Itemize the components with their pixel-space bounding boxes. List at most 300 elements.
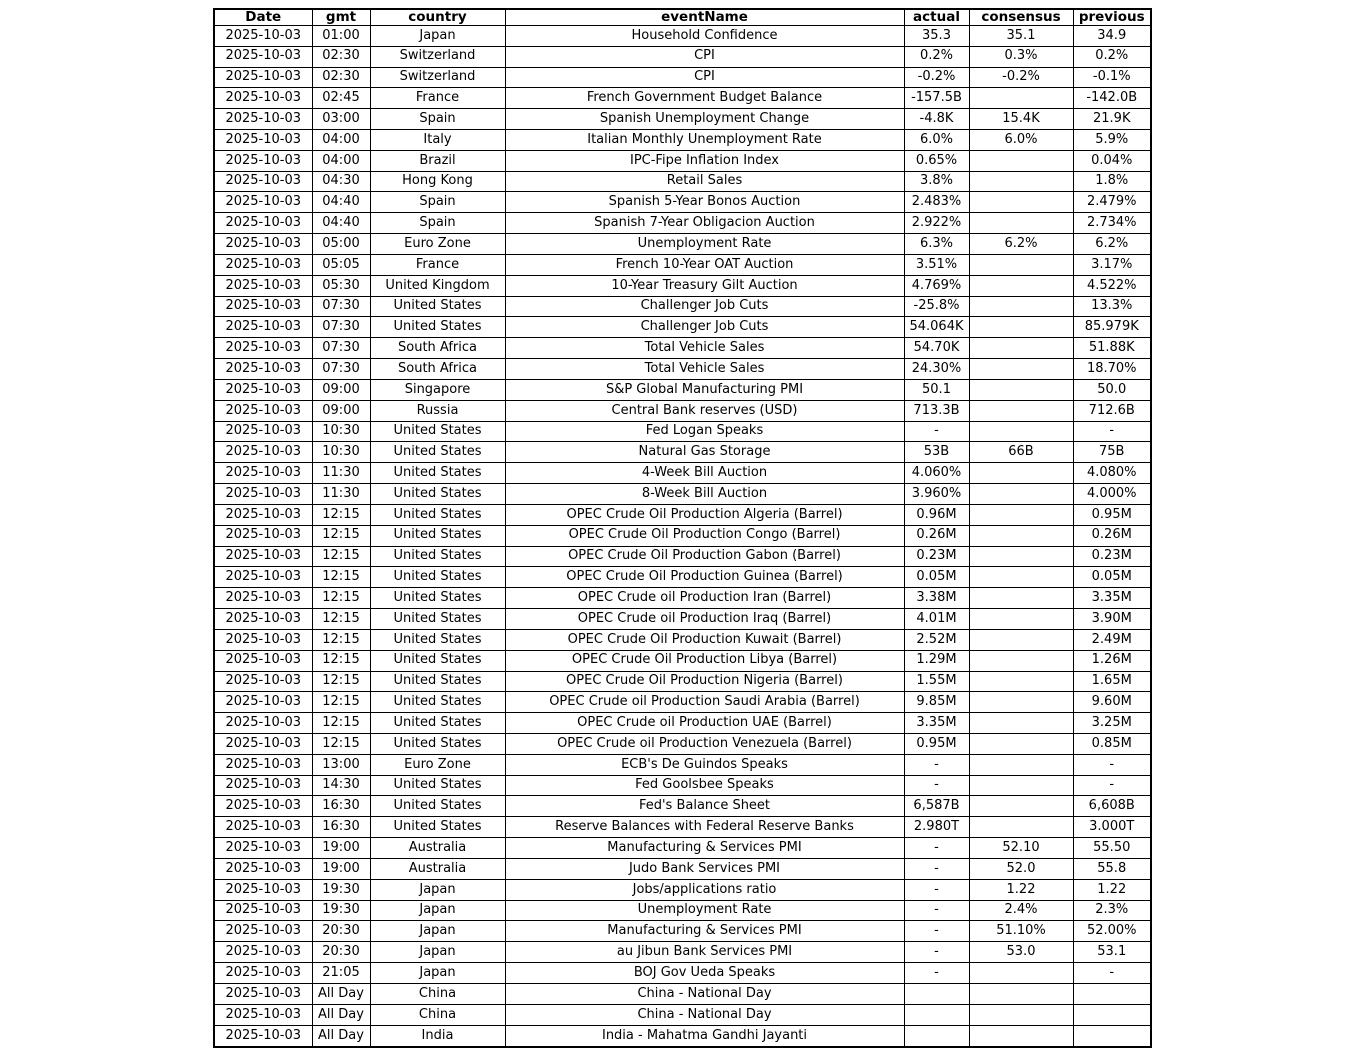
cell-actual: 53B [904, 442, 969, 463]
table-header-row [214, 9, 1151, 25]
cell-country: United States [370, 650, 505, 671]
cell-date: 2025-10-03 [214, 359, 312, 380]
cell-country: Switzerland [370, 46, 505, 67]
cell-gmt: 10:30 [312, 421, 370, 442]
cell-consensus: 52.0 [969, 858, 1073, 879]
cell-previous: 21.9K [1073, 109, 1151, 130]
cell-previous: 85.979K [1073, 317, 1151, 338]
cell-previous: 4.522% [1073, 275, 1151, 296]
cell-gmt: 16:30 [312, 796, 370, 817]
cell-previous: 6,608B [1073, 796, 1151, 817]
cell-date: 2025-10-03 [214, 296, 312, 317]
cell-consensus [969, 983, 1073, 1004]
cell-gmt: 04:30 [312, 171, 370, 192]
cell-previous: 0.23M [1073, 546, 1151, 567]
cell-date: 2025-10-03 [214, 171, 312, 192]
table-row [214, 1025, 1151, 1047]
cell-country: Spain [370, 213, 505, 234]
cell-consensus [969, 713, 1073, 734]
cell-date: 2025-10-03 [214, 692, 312, 713]
cell-country: Brazil [370, 150, 505, 171]
cell-previous: 2.3% [1073, 900, 1151, 921]
cell-previous: 0.05M [1073, 567, 1151, 588]
table-row [214, 25, 1151, 46]
cell-actual: - [904, 921, 969, 942]
cell-consensus [969, 171, 1073, 192]
cell-consensus [969, 754, 1073, 775]
cell-eventname: S&P Global Manufacturing PMI [505, 379, 904, 400]
cell-actual: 9.85M [904, 692, 969, 713]
table-row [214, 234, 1151, 255]
cell-country: United States [370, 609, 505, 630]
cell-eventname: OPEC Crude oil Production UAE (Barrel) [505, 713, 904, 734]
table-row [214, 858, 1151, 879]
cell-date: 2025-10-03 [214, 1025, 312, 1047]
table-row [214, 650, 1151, 671]
cell-previous: 712.6B [1073, 400, 1151, 421]
cell-gmt: 09:00 [312, 400, 370, 421]
cell-country: Euro Zone [370, 234, 505, 255]
table-row [214, 254, 1151, 275]
cell-consensus [969, 150, 1073, 171]
cell-country: Australia [370, 858, 505, 879]
cell-gmt: 20:30 [312, 921, 370, 942]
cell-country: United Kingdom [370, 275, 505, 296]
cell-country: United States [370, 525, 505, 546]
cell-gmt: 11:30 [312, 463, 370, 484]
cell-actual: 4.769% [904, 275, 969, 296]
cell-country: South Africa [370, 359, 505, 380]
cell-gmt: 12:15 [312, 671, 370, 692]
cell-actual: 6,587B [904, 796, 969, 817]
table-row [214, 713, 1151, 734]
cell-consensus [969, 817, 1073, 838]
cell-previous: -0.1% [1073, 67, 1151, 88]
table-row [214, 463, 1151, 484]
cell-actual: 0.05M [904, 567, 969, 588]
cell-eventname: BOJ Gov Ueda Speaks [505, 963, 904, 984]
column-header-consensus: consensus [969, 9, 1073, 25]
cell-actual: - [904, 775, 969, 796]
cell-consensus: 1.22 [969, 879, 1073, 900]
cell-country: United States [370, 504, 505, 525]
table-row [214, 588, 1151, 609]
cell-actual: - [904, 858, 969, 879]
table-row [214, 150, 1151, 171]
cell-actual [904, 983, 969, 1004]
cell-consensus [969, 650, 1073, 671]
cell-country: United States [370, 629, 505, 650]
cell-consensus: 35.1 [969, 25, 1073, 46]
cell-actual: 0.26M [904, 525, 969, 546]
cell-previous: 5.9% [1073, 129, 1151, 150]
cell-gmt: 12:15 [312, 609, 370, 630]
cell-actual: - [904, 879, 969, 900]
cell-gmt: 07:30 [312, 359, 370, 380]
cell-eventname: Challenger Job Cuts [505, 317, 904, 338]
cell-consensus [969, 629, 1073, 650]
table-row [214, 213, 1151, 234]
cell-previous: 2.479% [1073, 192, 1151, 213]
cell-date: 2025-10-03 [214, 775, 312, 796]
cell-consensus [969, 296, 1073, 317]
cell-actual: 3.8% [904, 171, 969, 192]
cell-country: Japan [370, 963, 505, 984]
cell-date: 2025-10-03 [214, 754, 312, 775]
cell-actual: - [904, 421, 969, 442]
cell-consensus [969, 88, 1073, 109]
cell-date: 2025-10-03 [214, 609, 312, 630]
cell-consensus [969, 400, 1073, 421]
cell-country: United States [370, 588, 505, 609]
cell-previous: 1.22 [1073, 879, 1151, 900]
cell-consensus [969, 338, 1073, 359]
cell-date: 2025-10-03 [214, 317, 312, 338]
cell-gmt: 19:30 [312, 879, 370, 900]
cell-eventname: OPEC Crude Oil Production Libya (Barrel) [505, 650, 904, 671]
cell-eventname: IPC-Fipe Inflation Index [505, 150, 904, 171]
cell-actual: 50.1 [904, 379, 969, 400]
table-row [214, 796, 1151, 817]
cell-eventname: OPEC Crude Oil Production Nigeria (Barrel) [505, 671, 904, 692]
cell-gmt: 07:30 [312, 338, 370, 359]
cell-date: 2025-10-03 [214, 150, 312, 171]
cell-eventname: ECB's De Guindos Speaks [505, 754, 904, 775]
cell-date: 2025-10-03 [214, 1004, 312, 1025]
cell-consensus [969, 463, 1073, 484]
cell-actual: 24.30% [904, 359, 969, 380]
table-row [214, 359, 1151, 380]
cell-country: United States [370, 463, 505, 484]
cell-country: South Africa [370, 338, 505, 359]
cell-gmt: 14:30 [312, 775, 370, 796]
cell-consensus [969, 796, 1073, 817]
cell-date: 2025-10-03 [214, 650, 312, 671]
cell-country: United States [370, 546, 505, 567]
cell-consensus [969, 484, 1073, 505]
cell-country: United States [370, 296, 505, 317]
column-header-date: Date [214, 9, 312, 25]
cell-actual: 3.38M [904, 588, 969, 609]
table-row [214, 879, 1151, 900]
cell-country: India [370, 1025, 505, 1047]
cell-gmt: All Day [312, 1025, 370, 1047]
cell-eventname: Manufacturing & Services PMI [505, 921, 904, 942]
cell-eventname: India - Mahatma Gandhi Jayanti [505, 1025, 904, 1047]
cell-date: 2025-10-03 [214, 879, 312, 900]
cell-eventname: Household Confidence [505, 25, 904, 46]
cell-consensus [969, 1004, 1073, 1025]
cell-country: United States [370, 442, 505, 463]
cell-country: France [370, 254, 505, 275]
cell-consensus [969, 254, 1073, 275]
cell-actual: 3.960% [904, 484, 969, 505]
cell-consensus [969, 317, 1073, 338]
cell-actual: -157.5B [904, 88, 969, 109]
cell-previous: 18.70% [1073, 359, 1151, 380]
cell-date: 2025-10-03 [214, 963, 312, 984]
cell-eventname: Spanish 7-Year Obligacion Auction [505, 213, 904, 234]
cell-eventname: Jobs/applications ratio [505, 879, 904, 900]
table-row [214, 192, 1151, 213]
cell-country: Spain [370, 192, 505, 213]
cell-date: 2025-10-03 [214, 234, 312, 255]
cell-consensus: 52.10 [969, 838, 1073, 859]
cell-previous: 0.95M [1073, 504, 1151, 525]
cell-date: 2025-10-03 [214, 46, 312, 67]
table-row [214, 338, 1151, 359]
cell-previous: 3.35M [1073, 588, 1151, 609]
table-row [214, 442, 1151, 463]
table-row [214, 546, 1151, 567]
cell-gmt: 05:30 [312, 275, 370, 296]
cell-gmt: 13:00 [312, 754, 370, 775]
cell-date: 2025-10-03 [214, 275, 312, 296]
cell-eventname: French 10-Year OAT Auction [505, 254, 904, 275]
cell-date: 2025-10-03 [214, 671, 312, 692]
cell-gmt: 19:00 [312, 838, 370, 859]
cell-date: 2025-10-03 [214, 546, 312, 567]
cell-actual [904, 1025, 969, 1047]
cell-actual: -4.8K [904, 109, 969, 130]
cell-country: China [370, 1004, 505, 1025]
cell-consensus: 6.2% [969, 234, 1073, 255]
cell-eventname: Spanish 5-Year Bonos Auction [505, 192, 904, 213]
cell-consensus [969, 546, 1073, 567]
table-row [214, 900, 1151, 921]
cell-date: 2025-10-03 [214, 442, 312, 463]
cell-gmt: All Day [312, 983, 370, 1004]
cell-previous: 2.49M [1073, 629, 1151, 650]
cell-actual: 4.060% [904, 463, 969, 484]
cell-eventname: Fed's Balance Sheet [505, 796, 904, 817]
cell-country: Spain [370, 109, 505, 130]
cell-gmt: 02:30 [312, 46, 370, 67]
cell-previous: 0.85M [1073, 734, 1151, 755]
cell-consensus: 6.0% [969, 129, 1073, 150]
cell-date: 2025-10-03 [214, 213, 312, 234]
cell-date: 2025-10-03 [214, 88, 312, 109]
cell-actual: 1.29M [904, 650, 969, 671]
cell-consensus [969, 963, 1073, 984]
cell-date: 2025-10-03 [214, 942, 312, 963]
table-row [214, 484, 1151, 505]
cell-country: Hong Kong [370, 171, 505, 192]
cell-gmt: 12:15 [312, 629, 370, 650]
cell-date: 2025-10-03 [214, 713, 312, 734]
cell-gmt: 19:30 [312, 900, 370, 921]
table-row [214, 942, 1151, 963]
cell-country: United States [370, 317, 505, 338]
cell-date: 2025-10-03 [214, 983, 312, 1004]
cell-eventname: OPEC Crude Oil Production Congo (Barrel) [505, 525, 904, 546]
cell-eventname: 10-Year Treasury Gilt Auction [505, 275, 904, 296]
cell-consensus [969, 379, 1073, 400]
table-row [214, 963, 1151, 984]
cell-consensus [969, 671, 1073, 692]
cell-previous: 0.04% [1073, 150, 1151, 171]
cell-eventname: OPEC Crude oil Production Venezuela (Barrel) [505, 734, 904, 755]
cell-date: 2025-10-03 [214, 900, 312, 921]
table-row [214, 734, 1151, 755]
cell-eventname: Reserve Balances with Federal Reserve Banks [505, 817, 904, 838]
cell-gmt: 01:00 [312, 25, 370, 46]
table-row [214, 1004, 1151, 1025]
cell-country: Australia [370, 838, 505, 859]
cell-country: United States [370, 421, 505, 442]
cell-date: 2025-10-03 [214, 588, 312, 609]
table-row [214, 109, 1151, 130]
cell-date: 2025-10-03 [214, 858, 312, 879]
table-row [214, 525, 1151, 546]
cell-consensus: 53.0 [969, 942, 1073, 963]
cell-previous: 1.26M [1073, 650, 1151, 671]
cell-date: 2025-10-03 [214, 838, 312, 859]
cell-actual: 0.23M [904, 546, 969, 567]
cell-gmt: 12:15 [312, 650, 370, 671]
cell-actual: - [904, 754, 969, 775]
cell-date: 2025-10-03 [214, 796, 312, 817]
cell-previous: -142.0B [1073, 88, 1151, 109]
cell-eventname: Fed Logan Speaks [505, 421, 904, 442]
table-row [214, 817, 1151, 838]
cell-previous: 1.65M [1073, 671, 1151, 692]
column-header-gmt: gmt [312, 9, 370, 25]
cell-country: United States [370, 817, 505, 838]
cell-eventname: OPEC Crude oil Production Iraq (Barrel) [505, 609, 904, 630]
cell-previous: 9.60M [1073, 692, 1151, 713]
cell-actual: - [904, 963, 969, 984]
cell-actual: 2.483% [904, 192, 969, 213]
cell-gmt: 20:30 [312, 942, 370, 963]
cell-actual: 2.52M [904, 629, 969, 650]
cell-actual: 6.3% [904, 234, 969, 255]
cell-eventname: Challenger Job Cuts [505, 296, 904, 317]
table-row [214, 129, 1151, 150]
cell-actual: - [904, 838, 969, 859]
cell-gmt: 07:30 [312, 317, 370, 338]
cell-eventname: Total Vehicle Sales [505, 338, 904, 359]
cell-gmt: 12:15 [312, 504, 370, 525]
cell-country: Singapore [370, 379, 505, 400]
cell-date: 2025-10-03 [214, 525, 312, 546]
cell-gmt: 21:05 [312, 963, 370, 984]
cell-gmt: 12:15 [312, 525, 370, 546]
cell-previous: 51.88K [1073, 338, 1151, 359]
cell-gmt: All Day [312, 1004, 370, 1025]
cell-previous: 13.3% [1073, 296, 1151, 317]
cell-previous: 50.0 [1073, 379, 1151, 400]
cell-country: United States [370, 567, 505, 588]
cell-eventname: Unemployment Rate [505, 234, 904, 255]
cell-consensus: 66B [969, 442, 1073, 463]
cell-gmt: 02:45 [312, 88, 370, 109]
cell-gmt: 12:15 [312, 567, 370, 588]
cell-actual: 2.922% [904, 213, 969, 234]
cell-previous: 52.00% [1073, 921, 1151, 942]
cell-consensus: 2.4% [969, 900, 1073, 921]
cell-consensus [969, 609, 1073, 630]
cell-eventname: Retail Sales [505, 171, 904, 192]
cell-country: Japan [370, 900, 505, 921]
cell-consensus [969, 275, 1073, 296]
cell-previous: 6.2% [1073, 234, 1151, 255]
cell-previous: 55.50 [1073, 838, 1151, 859]
table-row [214, 171, 1151, 192]
cell-date: 2025-10-03 [214, 504, 312, 525]
cell-eventname: Manufacturing & Services PMI [505, 838, 904, 859]
table-row [214, 504, 1151, 525]
cell-eventname: Italian Monthly Unemployment Rate [505, 129, 904, 150]
cell-eventname: OPEC Crude Oil Production Guinea (Barrel) [505, 567, 904, 588]
cell-consensus [969, 192, 1073, 213]
table-row [214, 921, 1151, 942]
column-header-previous: previous [1073, 9, 1151, 25]
cell-date: 2025-10-03 [214, 254, 312, 275]
cell-country: Japan [370, 25, 505, 46]
cell-previous: 1.8% [1073, 171, 1151, 192]
cell-gmt: 12:15 [312, 713, 370, 734]
table-row [214, 775, 1151, 796]
cell-consensus [969, 567, 1073, 588]
cell-previous [1073, 1025, 1151, 1047]
table-row [214, 609, 1151, 630]
cell-previous [1073, 1004, 1151, 1025]
table-row [214, 671, 1151, 692]
cell-actual: 0.2% [904, 46, 969, 67]
cell-eventname: OPEC Crude Oil Production Kuwait (Barrel) [505, 629, 904, 650]
cell-date: 2025-10-03 [214, 629, 312, 650]
cell-eventname: 4-Week Bill Auction [505, 463, 904, 484]
cell-actual: 54.064K [904, 317, 969, 338]
cell-gmt: 07:30 [312, 296, 370, 317]
cell-gmt: 12:15 [312, 692, 370, 713]
cell-eventname: Total Vehicle Sales [505, 359, 904, 380]
cell-date: 2025-10-03 [214, 400, 312, 421]
cell-consensus [969, 421, 1073, 442]
table-row [214, 567, 1151, 588]
cell-consensus [969, 588, 1073, 609]
cell-previous: 0.26M [1073, 525, 1151, 546]
cell-previous: 2.734% [1073, 213, 1151, 234]
cell-actual: 4.01M [904, 609, 969, 630]
cell-consensus: 15.4K [969, 109, 1073, 130]
cell-gmt: 04:40 [312, 192, 370, 213]
cell-previous: 0.2% [1073, 46, 1151, 67]
table-row [214, 629, 1151, 650]
cell-date: 2025-10-03 [214, 109, 312, 130]
cell-date: 2025-10-03 [214, 129, 312, 150]
cell-eventname: Central Bank reserves (USD) [505, 400, 904, 421]
cell-gmt: 12:15 [312, 588, 370, 609]
cell-gmt: 05:05 [312, 254, 370, 275]
cell-consensus: 0.3% [969, 46, 1073, 67]
cell-actual: -25.8% [904, 296, 969, 317]
table-body [214, 25, 1151, 1047]
cell-gmt: 11:30 [312, 484, 370, 505]
column-header-country: country [370, 9, 505, 25]
cell-eventname: OPEC Crude oil Production Iran (Barrel) [505, 588, 904, 609]
cell-gmt: 19:00 [312, 858, 370, 879]
cell-gmt: 04:00 [312, 129, 370, 150]
cell-gmt: 09:00 [312, 379, 370, 400]
cell-actual: 1.55M [904, 671, 969, 692]
cell-date: 2025-10-03 [214, 734, 312, 755]
cell-consensus [969, 525, 1073, 546]
column-header-actual: actual [904, 9, 969, 25]
cell-actual: 2.980T [904, 817, 969, 838]
cell-date: 2025-10-03 [214, 379, 312, 400]
